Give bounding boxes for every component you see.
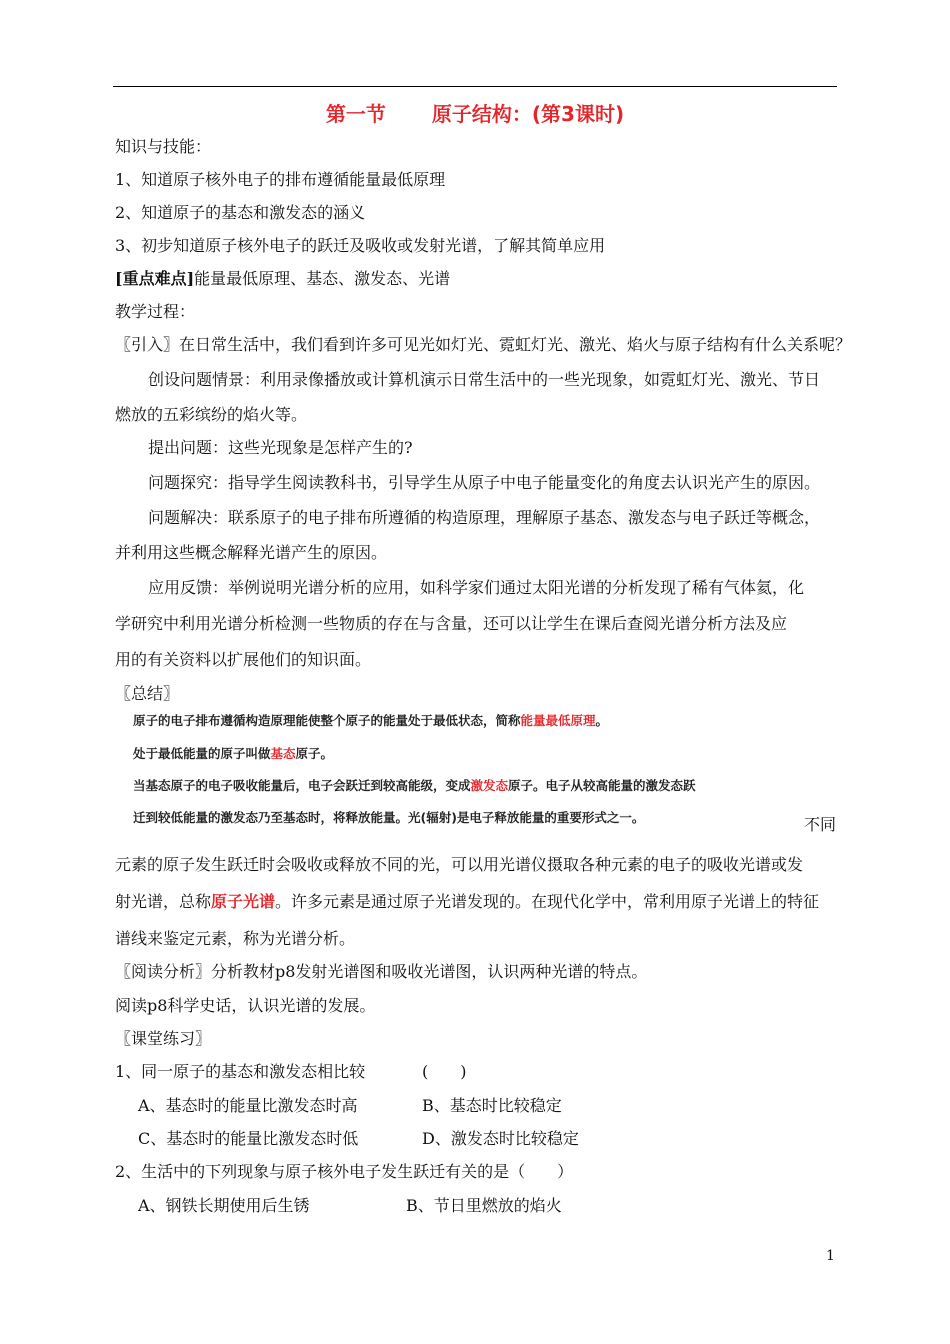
summary-para-2 xyxy=(115,892,819,912)
summary-p2-red: 原子光谱 xyxy=(211,892,276,911)
summary-l3-red: 激发态 xyxy=(470,778,509,793)
summary-l1-a: 原子的电子排布遵循构造原理能使整个原子的能量处于最低状态，简称 xyxy=(133,713,521,728)
scenario-line-2: 燃放的五彩缤纷的焰火等。 xyxy=(115,405,308,424)
page-title xyxy=(0,98,950,127)
summary-l2-a: 处于最低能量的原子叫做 xyxy=(133,746,271,761)
practice-heading: 〖课堂练习〗 xyxy=(115,1029,212,1048)
summary-p2-b: 。许多元素是通过原子光谱发现的。在现代化学中，常利用原子光谱上的特征 xyxy=(275,892,820,911)
objective-3: 3、初步知道原子核外电子的跃迁及吸收或发射光谱，了解其简单应用 xyxy=(115,236,606,255)
title-part1: 第一节 xyxy=(325,102,386,126)
apply-line-1: 应用反馈：举例说明光谱分析的应用，如科学家们通过太阳光谱的分析发现了稀有气体氦，化 xyxy=(148,578,805,597)
summary-para-1: 元素的原子发生跃迁时会吸收或释放不同的光，可以用光谱仪摄取各种元素的电子的吸收光谱或发 xyxy=(115,855,804,874)
summary-line-2 xyxy=(133,746,333,762)
title-part2: 原子结构：(第3课时) xyxy=(431,102,625,126)
apply-line-2: 学研究中利用光谱分析检测一些物质的存在与含量，还可以让学生在课后查阅光谱分析方法及应 xyxy=(115,614,788,633)
summary-l4-tail: 不同 xyxy=(804,815,837,834)
intro-paragraph: 〖引入〗在日常生活中，我们看到许多可见光如灯光、霓虹灯光、激光、焰火与原子结构有什么关系呢？ xyxy=(115,335,852,354)
question-1-option-a: A、基态时的能量比激发态时高 xyxy=(138,1096,358,1115)
question-2-option-a: A、钢铁长期使用后生锈 xyxy=(138,1196,310,1215)
summary-l2-red: 基态 xyxy=(270,746,296,761)
question-1-option-c: C、基态时的能量比激发态时低 xyxy=(138,1129,359,1148)
summary-p2-a: 射光谱，总称 xyxy=(115,892,212,911)
explore-line: 问题探究：指导学生阅读教科书，引导学生从原子中电子能量变化的角度去认识光产生的原因。 xyxy=(148,473,821,492)
keypoints-text: 能量最低原理、基态、激发态、光谱 xyxy=(194,269,451,288)
objective-1: 1、知道原子核外电子的排布遵循能量最低原理 xyxy=(115,170,446,189)
summary-line-3 xyxy=(133,778,696,794)
summary-l1-b: 。 xyxy=(595,713,609,728)
summary-heading: 〖总结〗 xyxy=(115,684,180,703)
summary-l1-red: 能量最低原理 xyxy=(520,713,596,728)
page-number: 1 xyxy=(826,1248,835,1264)
scenario-line-1: 创设问题情景：利用录像播放或计算机演示日常生活中的一些光现象，如霓虹灯光、激光、节日 xyxy=(148,370,821,389)
question-1-option-d: D、激发态时比较稳定 xyxy=(422,1129,579,1148)
solve-line-1: 问题解决：联系原子的电子排布所遵循的构造原理，理解原子基态、激发态与电子跃迁等概念， xyxy=(148,508,821,527)
question-2-option-b: B、节日里燃放的焰火 xyxy=(406,1196,562,1215)
question-1-stem: 1、同一原子的基态和激发态相比较 xyxy=(115,1062,366,1081)
header-rule xyxy=(113,86,837,87)
objectives-heading: 知识与技能： xyxy=(115,137,212,156)
summary-line-4: 迁到较低能量的激发态乃至基态时，将释放能量。光(辐射)是电子释放能量的重要形式之一。 xyxy=(133,810,645,825)
question-1-option-b: B、基态时比较稳定 xyxy=(422,1096,562,1115)
process-heading: 教学过程： xyxy=(115,302,196,321)
question-1-paren: ( ) xyxy=(422,1062,467,1081)
summary-l3-a: 当基态原子的电子吸收能量后，电子会跃迁到较高能级，变成 xyxy=(133,778,471,793)
summary-l2-b: 原子。 xyxy=(295,746,334,761)
keypoints-label: [重点难点] xyxy=(115,269,195,288)
objective-2: 2、知道原子的基态和激发态的涵义 xyxy=(115,203,366,222)
summary-line-1 xyxy=(133,713,608,729)
reading-line-1: 〖阅读分析〗分析教材p8发射光谱图和吸收光谱图，认识两种光谱的特点。 xyxy=(115,962,648,981)
summary-l3-b: 原子。电子从较高能量的激发态跃 xyxy=(508,778,696,793)
summary-para-3: 谱线来鉴定元素，称为光谱分析。 xyxy=(115,929,356,948)
question-2-stem: 2、生活中的下列现象与原子核外电子发生跃迁有关的是（ ） xyxy=(115,1162,574,1181)
solve-line-2: 并利用这些概念解释光谱产生的原因。 xyxy=(115,543,388,562)
question-line: 提出问题：这些光现象是怎样产生的? xyxy=(148,438,413,457)
apply-line-3: 用的有关资料以扩展他们的知识面。 xyxy=(115,650,372,669)
reading-line-2: 阅读p8科学史话，认识光谱的发展。 xyxy=(115,996,376,1015)
keypoints xyxy=(115,269,450,289)
